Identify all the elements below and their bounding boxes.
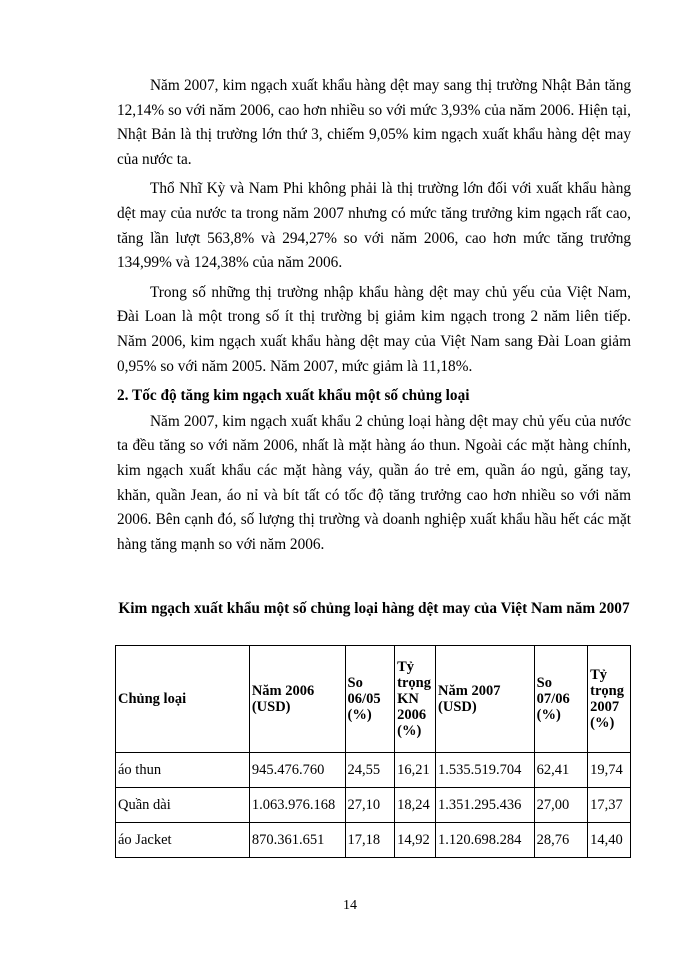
paragraph-turkey-south-africa: Thổ Nhĩ Kỳ và Nam Phi không phải là thị trường lớn đối với xuất khẩu hàng dệt may của nước ta trong năm 2007 nhưng có mức tăng trưởng kim ngạch rất cao, tăng lần lượt 563,8% và 294,27% so với năm 2006, cao hơn mức tăng trưởng 134,99% và 124,38% của năm 2006. (117, 180, 631, 272)
cell-growth-06-05: 27,10 (345, 788, 395, 823)
cell-growth-07-06: 28,76 (534, 823, 587, 858)
cell-2007-usd: 1.351.295.436 (436, 788, 535, 823)
section-heading: 2. Tốc độ tăng kim ngạch xuất khẩu một số chủng loại (117, 387, 470, 405)
cell-category: áo thun (116, 753, 250, 788)
cell-share-2006: 18,24 (395, 788, 436, 823)
header-category: Chủng loại (116, 646, 250, 753)
cell-share-2007: 17,37 (588, 788, 631, 823)
body-text (117, 74, 631, 562)
table-title: Kim ngạch xuất khẩu một số chủng loại hàng dệt may của Việt Nam năm 2007 (118, 600, 630, 617)
page-number: 14 (343, 898, 357, 913)
table-row (116, 823, 631, 858)
cell-share-2006: 16,21 (395, 753, 436, 788)
paragraph-japan: Năm 2007, kim ngạch xuất khẩu hàng dệt may sang thị trường Nhật Bản tăng 12,14% so với năm 2006, cao hơn nhiều so với mức 3,93% của năm 2006. Hiện tại, Nhật Bản là thị trường lớn thứ 3, chiếm 9,05% kim ngạch xuất khẩu hàng dệt may của nước ta. (117, 77, 631, 168)
cell-2007-usd: 1.120.698.284 (436, 823, 535, 858)
header-growth-07-06: So 07/06 (%) (534, 646, 587, 753)
header-2006-usd: Năm 2006 (USD) (249, 646, 345, 753)
cell-2006-usd: 1.063.976.168 (249, 788, 345, 823)
cell-2006-usd: 870.361.651 (249, 823, 345, 858)
header-share-2007: Tỷ trọng 2007 (%) (588, 646, 631, 753)
cell-growth-06-05: 17,18 (345, 823, 395, 858)
table-row (116, 753, 631, 788)
cell-category: Quần dài (116, 788, 250, 823)
cell-share-2006: 14,92 (395, 823, 436, 858)
cell-growth-07-06: 27,00 (534, 788, 587, 823)
cell-growth-06-05: 24,55 (345, 753, 395, 788)
export-table (115, 645, 631, 858)
cell-share-2007: 14,40 (588, 823, 631, 858)
header-2007-usd: Năm 2007 (USD) (436, 646, 535, 753)
cell-2007-usd: 1.535.519.704 (436, 753, 535, 788)
header-growth-06-05: So 06/05 (%) (345, 646, 395, 753)
table-header-row (116, 646, 631, 753)
paragraph-taiwan: Trong số những thị trường nhập khẩu hàng dệt may chủ yếu của Việt Nam, Đài Loan là một trong số ít thị trường bị giảm kim ngạch trong 2 năm liên tiếp. Năm 2006, kim ngạch xuất khẩu hàng dệt may của Việt Nam sang Đài Loan giảm 0,95% so với năm 2005. Năm 2007, mức giảm là 11,18%. (117, 283, 631, 375)
table-row (116, 788, 631, 823)
header-share-2006: Tỷ trọng KN 2006 (%) (395, 646, 436, 753)
cell-2006-usd: 945.476.760 (249, 753, 345, 788)
cell-share-2007: 19,74 (588, 753, 631, 788)
cell-category: áo Jacket (116, 823, 250, 858)
cell-growth-07-06: 62,41 (534, 753, 587, 788)
paragraph-product-growth: Năm 2007, kim ngạch xuất khẩu 2 chủng loại hàng dệt may chủ yếu của nước ta đều tăng so với năm 2006, nhất là mặt hàng áo thun. Ngoài các mặt hàng chính, kim ngạch xuất khẩu các mặt hàng váy, quần áo trẻ em, quần áo ngủ, găng tay, khăn, quần Jean, áo nỉ và bít tất có tốc độ tăng trưởng cao hơn nhiều so với năm 2006. Bên cạnh đó, số lượng thị trường và doanh nghiệp xuất khẩu hầu hết các mặt hàng tăng mạnh so với năm 2006. (117, 412, 631, 553)
